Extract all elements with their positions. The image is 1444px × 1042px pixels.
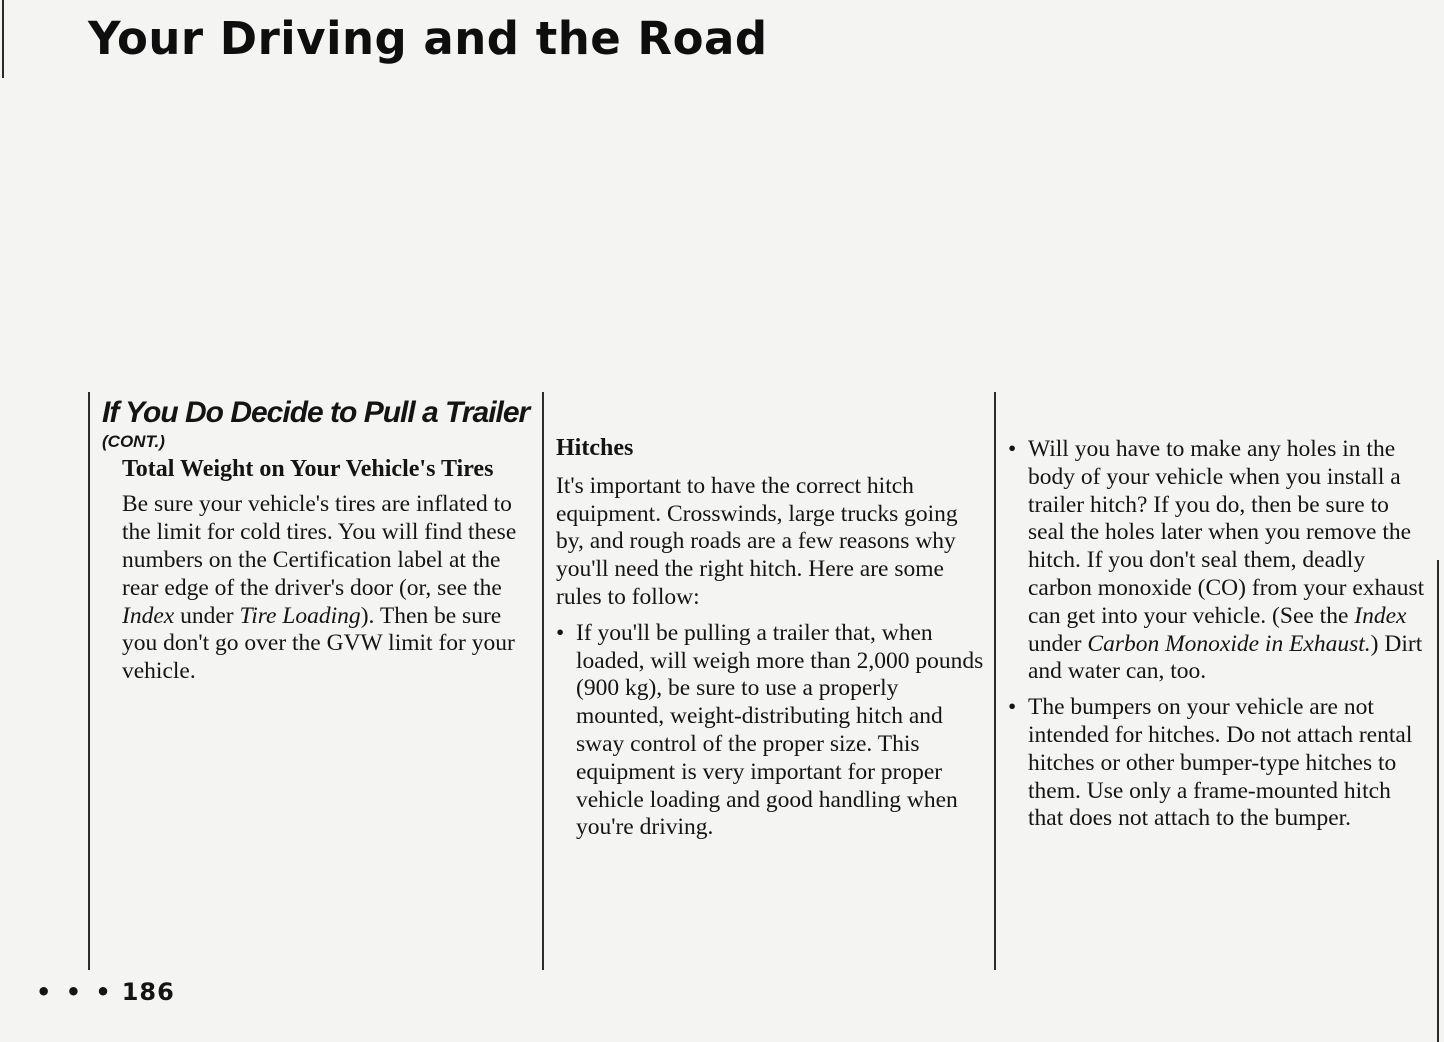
list-item: • The bumpers on your vehicle are not intended for hitches. Do not attach rental hitches or other bumper-type hitches to them. Use only a frame-mounted hitch that does not attach to the bumper. xyxy=(1008,694,1428,833)
subheading-total-weight: Total Weight on Your Vehicle's Tires xyxy=(122,455,494,482)
list-item: • Will you have to make any holes in the body of your vehicle when you install a trailer hitch? If you do, then be sure to seal the holes later when you remove the hitch. If you don't seal them, deadly carbon monoxide (CO) from your exhaust can get into your vehicle. (See the Index under Carbon Monoxide in Exhaust.) Dirt and water can, too. xyxy=(1008,436,1428,686)
list-item: • If you'll be pulling a trailer that, when loaded, will weigh more than 2,000 pounds (900 kg), be sure to use a properly mounted, weight-distributing hitch and sway control of the proper size. This equipment is very important for proper vehicle loading and good handling when you're driving. xyxy=(556,620,984,842)
column-divider-2 xyxy=(542,392,544,970)
column-hitches xyxy=(556,434,984,850)
index-reference: Index xyxy=(1354,602,1407,629)
column-divider-3 xyxy=(994,392,996,970)
paragraph-tire-inflation: Be sure your vehicle's tires are inflated to the limit for cold tires. You will find these numbers on the Certification label at the rear edge of the driver's door (or, see the Index under Tire Loading). Then be sure you don't go over the GVW limit for your vehicle. xyxy=(122,491,517,685)
carbon-monoxide-reference: Carbon Monoxide in Exhaust. xyxy=(1087,630,1371,657)
hitch-rules-list xyxy=(556,620,984,842)
right-edge-mark xyxy=(1437,560,1439,1042)
page-number-dots: • • • xyxy=(36,978,114,1006)
subheading-hitches: Hitches xyxy=(556,435,634,461)
section-title: If You Do Decide to Pull a Trailer xyxy=(102,396,530,429)
tire-loading-reference: Tire Loading xyxy=(239,602,361,629)
column-divider-1 xyxy=(88,392,90,970)
section-continued-label: (CONT.) xyxy=(102,431,165,451)
paragraph-hitches-intro: It's important to have the correct hitch equipment. Crosswinds, large trucks going by, and rough roads are a few reasons why you'll need the right hitch. Here are some rules to follow: xyxy=(556,472,958,610)
page-number-value: 186 xyxy=(121,978,175,1006)
column-trailer-weight xyxy=(102,396,532,694)
hitch-rules-list-continued xyxy=(1008,436,1428,833)
page-title: Your Driving and the Road xyxy=(88,12,768,65)
left-edge-mark xyxy=(2,0,4,78)
index-reference: Index xyxy=(122,602,175,629)
page-number xyxy=(36,978,175,1006)
column-hitch-rules-continued xyxy=(1008,436,1428,841)
